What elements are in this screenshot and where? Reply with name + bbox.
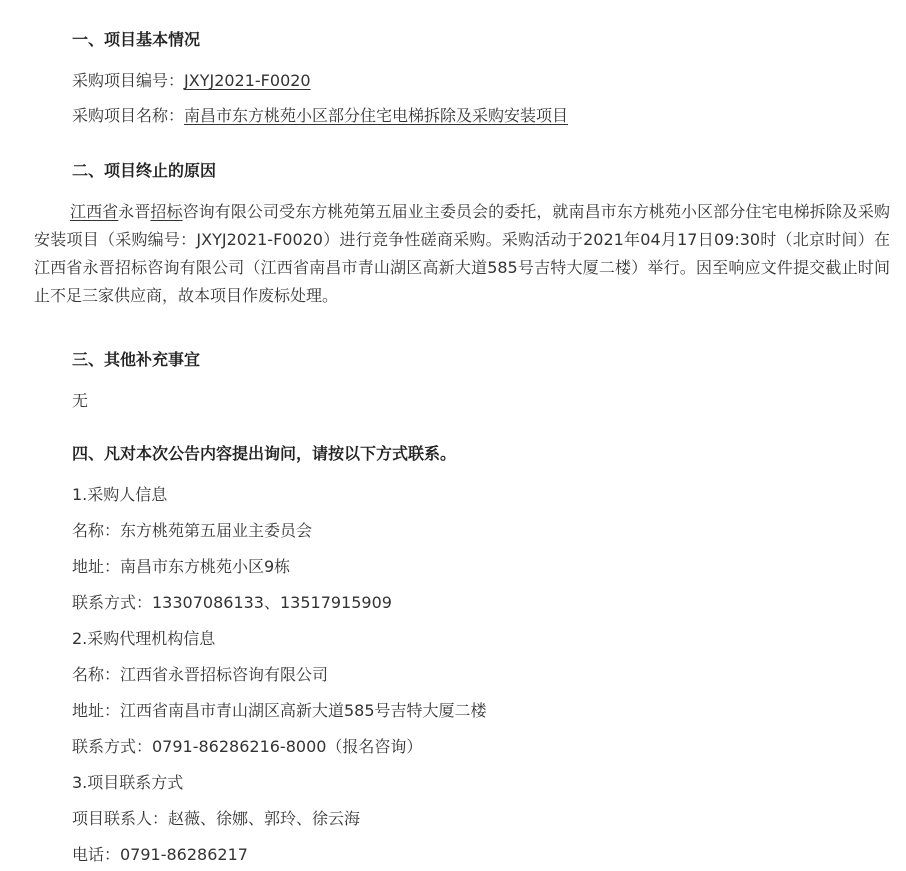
purchaser-address: 地址：南昌市东方桃苑小区9栋 — [72, 557, 291, 576]
project-number-label: 采购项目编号： — [72, 71, 185, 90]
section-heading-contact: 四、凡对本次公告内容提出询问，请按以下方式联系。 — [72, 444, 457, 463]
reason-text-part-4: 咨询有限公司受东方桃苑第五届业主委员会的委托，就南昌市东方桃苑小区部分住宅电梯拆除及采购安装项目（采购编号：JXYJ2021-F0020）进行竞争性磋商采购。采购活动于2021年04月17日09:30时（北京时间）在江西省永晋招标咨询有限公司（江西省南昌市青山湖区高新大道585号吉特大厦二楼）举行。因至响应文件提交截止时间止不足三家供应商，故本项目作废标处理。 — [34, 202, 890, 305]
section-heading-termination-reason: 二、项目终止的原因 — [72, 161, 217, 180]
agency-name: 名称：江西省永晋招标咨询有限公司 — [72, 665, 329, 684]
project-contact-phone: 电话：0791-86286217 — [72, 845, 248, 864]
purchaser-info-title: 1.采购人信息 — [72, 485, 168, 504]
agency-contact: 联系方式：0791-86286216-8000（报名咨询） — [72, 737, 423, 756]
project-name-value: 南昌市东方桃苑小区部分住宅电梯拆除及采购安装项目 — [184, 106, 569, 125]
termination-reason-paragraph — [34, 198, 890, 310]
agency-info-title: 2.采购代理机构信息 — [72, 629, 216, 648]
project-name-label: 采购项目名称： — [72, 106, 185, 125]
project-number-value: JXYJ2021-F0020 — [184, 71, 311, 90]
purchaser-contact: 联系方式：13307086133、13517915909 — [72, 593, 392, 612]
agency-address: 地址：江西省南昌市青山湖区高新大道585号吉特大厦二楼 — [72, 701, 487, 720]
section-heading-basic-info: 一、项目基本情况 — [72, 30, 201, 49]
other-matters-content: 无 — [72, 391, 89, 410]
project-number-row — [72, 71, 311, 91]
reason-text-part-3: 招标 — [150, 202, 183, 221]
project-name-row — [72, 106, 568, 126]
project-contact-title: 3.项目联系方式 — [72, 773, 184, 792]
reason-text-part-1: 江西省 — [70, 202, 119, 221]
project-contact-person: 项目联系人：赵薇、徐娜、郭玲、徐云海 — [72, 809, 361, 828]
purchaser-name: 名称：东方桃苑第五届业主委员会 — [72, 521, 313, 540]
section-heading-other-matters: 三、其他补充事宜 — [72, 350, 201, 369]
reason-text-part-2: 永晋 — [118, 202, 151, 221]
